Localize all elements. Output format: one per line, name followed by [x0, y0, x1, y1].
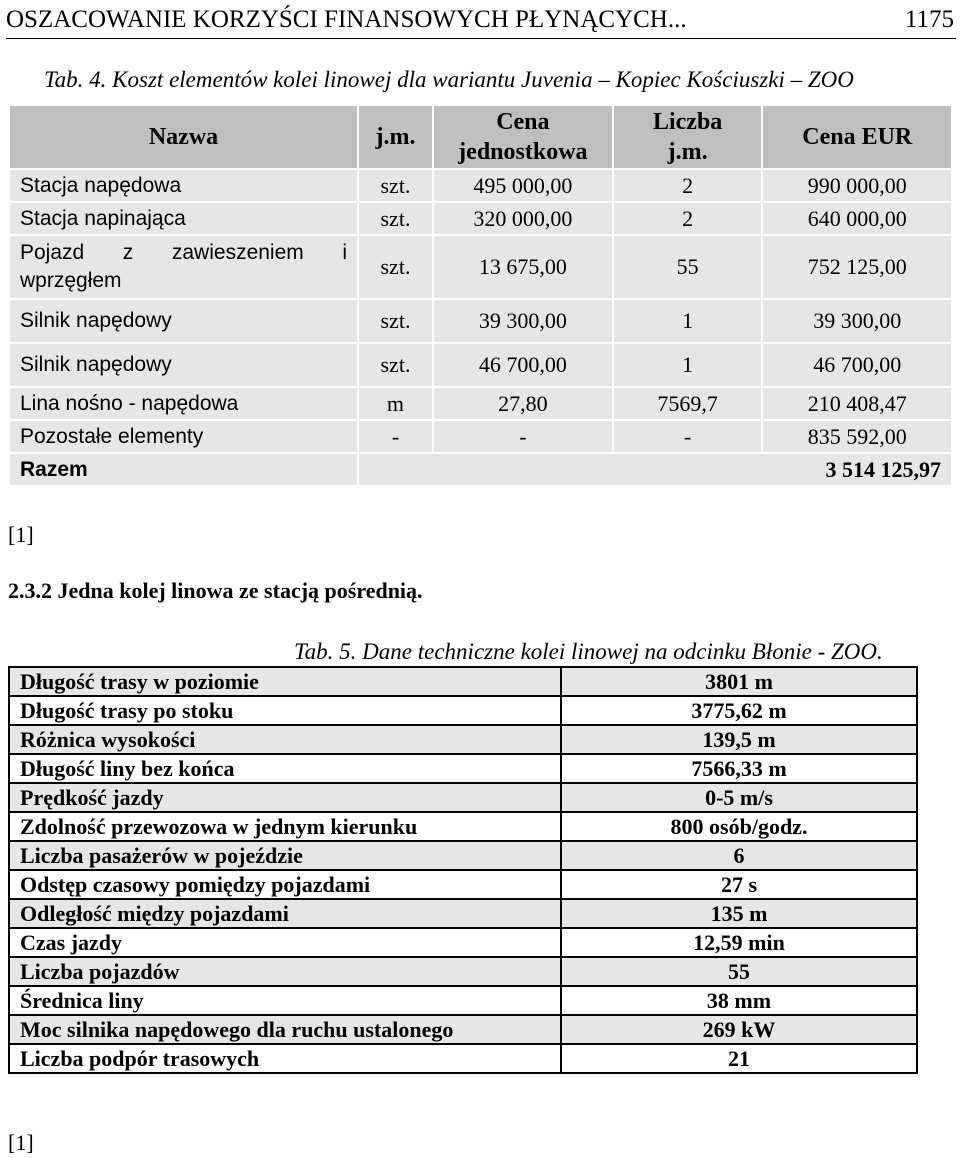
table-row-total: Razem 3 514 125,97 — [9, 453, 952, 486]
col-header-unit-price: Cena jednostkowa — [433, 105, 613, 169]
table5-reference: [1] — [8, 1130, 34, 1155]
table-row: Zdolność przewozowa w jednym kierunku 800 osób/godz. — [9, 812, 917, 841]
table-row: Pojazd z zawieszeniem i wprzęgłem szt. 13 675,00 55 752 125,00 — [9, 235, 952, 299]
table-row: Pozostałe elementy - - - 835 592,00 — [9, 420, 952, 453]
table-row: Długość trasy w poziomie 3801 m — [9, 667, 917, 696]
table4-caption: Tab. 4. Koszt elementów kolei linowej dla wariantu Juvenia – Kopiec Kościuszki – ZOO — [44, 67, 854, 92]
running-header — [6, 2, 956, 39]
col-header-name: Nazwa — [9, 105, 358, 169]
table-row: Odległość między pojazdami 135 m — [9, 899, 917, 928]
table-row: Różnica wysokości 139,5 m — [9, 725, 917, 754]
table-row: Liczba podpór trasowych 21 — [9, 1044, 917, 1073]
table-row: Długość trasy po stoku 3775,62 m — [9, 696, 917, 725]
table-row: Prędkość jazdy 0-5 m/s — [9, 783, 917, 812]
table-row: Liczba pojazdów 55 — [9, 957, 917, 986]
col-header-quantity: Liczba j.m. — [613, 105, 763, 169]
table-row: Liczba pasażerów w pojeździe 6 — [9, 841, 917, 870]
col-header-unit: j.m. — [358, 105, 433, 169]
table-row: Silnik napędowy szt. 39 300,00 1 39 300,00 — [9, 299, 952, 343]
tech-data-table — [8, 666, 918, 1074]
table-row: Lina nośno - napędowa m 27,80 7569,7 210 408,47 — [9, 387, 952, 420]
col-header-price-eur: Cena EUR — [762, 105, 952, 169]
table-row: Moc silnika napędowego dla ruchu ustalonego 269 kW — [9, 1015, 917, 1044]
table5-caption: Tab. 5. Dane techniczne kolei linowej na odcinku Błonie - ZOO. — [294, 639, 883, 664]
section-heading: 2.3.2 Jedna kolej linowa ze stacją pośrednią. — [8, 578, 423, 603]
table-row: Czas jazdy 12,59 min — [9, 928, 917, 957]
page-number: 1175 — [904, 6, 954, 33]
table-row: Średnica liny 38 mm — [9, 986, 917, 1015]
table-row: Stacja napinająca szt. 320 000,00 2 640 000,00 — [9, 202, 952, 235]
table-row: Długość liny bez końca 7566,33 m — [9, 754, 917, 783]
table-row: Odstęp czasowy pomiędzy pojazdami 27 s — [9, 870, 917, 899]
table4-reference: [1] — [8, 522, 34, 547]
cost-table-header — [9, 105, 952, 169]
table-row: Stacja napędowa szt. 495 000,00 2 990 000,00 — [9, 169, 952, 202]
cost-table — [8, 104, 953, 487]
running-header-title: OSZACOWANIE KORZYŚCI FINANSOWYCH PŁYNĄCYCH... — [6, 6, 687, 33]
table-row: Silnik napędowy szt. 46 700,00 1 46 700,00 — [9, 343, 952, 387]
